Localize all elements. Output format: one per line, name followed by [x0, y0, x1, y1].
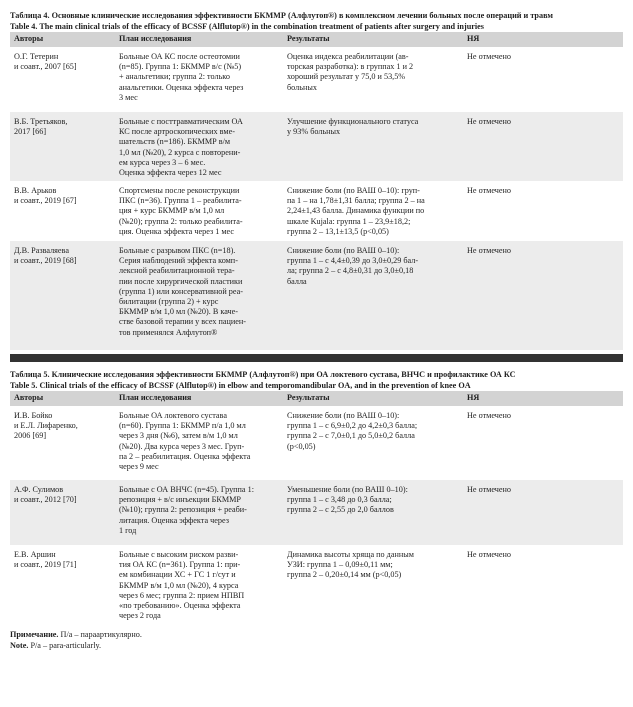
table-row	[10, 241, 623, 350]
cell-line: 2,24±1,43 балла. Динамика функции по	[287, 206, 425, 216]
cell-line: 2006 [69]	[14, 431, 47, 441]
cell-line: Больные с посттравматическим ОА	[119, 117, 243, 126]
table4-header-row	[10, 32, 623, 47]
cell-line: А.Ф. Сулимов	[14, 485, 64, 494]
table4	[10, 32, 623, 350]
cell-line: Снижение боли (по ВАШ 0–10): груп-	[287, 186, 420, 195]
cell-line: Не отмечено	[467, 186, 511, 195]
cell-line: (n=85). Группа 1: БКММР в/с (№5)	[119, 62, 242, 72]
cell-line: УЗИ: группа 1 – 0,09±0,11 мм;	[287, 560, 393, 570]
table-cell-plan	[115, 545, 283, 624]
table-cell-ae	[463, 181, 623, 241]
table-row	[10, 480, 623, 545]
cell-line: Не отмечено	[467, 485, 511, 494]
table5-header-results: Результаты	[283, 391, 463, 406]
cell-line: больных	[287, 82, 317, 92]
cell-line: 1 год	[119, 525, 137, 535]
cell-line: Снижение боли (по ВАШ 0–10):	[287, 411, 400, 420]
table5-header-ae: НЯ	[463, 391, 623, 406]
cell-line: КС после артроскопических вме-	[119, 127, 235, 137]
cell-line: Снижение боли (по ВАШ 0–10):	[287, 246, 400, 255]
table4-caption-en: Table 4. The main clinical trials of the efficacy of BCSSF (Alflutop®) in the combination treatment of patients after surgery and injuries	[10, 21, 484, 31]
table-cell-authors	[10, 47, 115, 112]
cell-line: репозиция + в/с инъекции БКММР	[119, 495, 241, 505]
cell-line: Оценка эффекта через 12 мес	[119, 168, 222, 178]
cell-line: ем курса через 3 – 6 мес.	[119, 157, 206, 167]
cell-line: (p<0,05)	[287, 441, 316, 451]
note-ru-text: П/а – параартикулярно.	[60, 630, 142, 639]
cell-line: Уменьшение боли (по ВАШ 0–10):	[287, 485, 408, 494]
table4-header-plan: План исследования	[115, 32, 283, 47]
table-cell-authors	[10, 112, 115, 181]
cell-line: Больные с ОА ВНЧС (n=45). Группа 1:	[119, 485, 254, 494]
cell-line: Не отмечено	[467, 246, 511, 255]
cell-line: и соавт., 2019 [71]	[14, 560, 77, 570]
cell-line: балла	[287, 276, 307, 286]
table-cell-ae	[463, 47, 623, 112]
cell-line: и соавт., 2012 [70]	[14, 495, 77, 505]
cell-line: через 9 мес	[119, 462, 159, 472]
table-cell-results	[283, 545, 463, 624]
table-cell-plan	[115, 241, 283, 350]
cell-line: Не отмечено	[467, 52, 511, 61]
table-cell-results	[283, 112, 463, 181]
table-cell-results	[283, 181, 463, 241]
table-cell-ae	[463, 545, 623, 624]
table-cell-authors	[10, 545, 115, 624]
cell-line: Не отмечено	[467, 411, 511, 420]
cell-line: шательств (n=186). БКММР в/м	[119, 137, 231, 147]
note-en-label: Note.	[10, 640, 29, 650]
cell-line: па 1 – на 1,78±1,31 балла; группа 2 – на	[287, 196, 425, 206]
cell-line: (№10); группа 2: репозиция + реаби-	[119, 505, 247, 515]
table-cell-ae	[463, 480, 623, 545]
cell-line: Серия наблюдений эффекта комп-	[119, 256, 238, 266]
table-cell-authors	[10, 480, 115, 545]
cell-line: Больные с высоким риском разви-	[119, 550, 239, 559]
cell-line: Больные ОА локтевого сустава	[119, 411, 227, 420]
table-cell-ae	[463, 406, 623, 480]
cell-line: лексной реабилитационной тера-	[119, 266, 235, 276]
cell-line: 3 мес	[119, 92, 138, 102]
cell-line: Оценка индекса реабилитации (ав-	[287, 52, 409, 61]
cell-line: у 93% больных	[287, 127, 341, 137]
cell-line: шкале Kujala: группа 1 – 23,9±18,2;	[287, 216, 411, 226]
table-note	[10, 630, 623, 651]
table4-header-authors: Авторы	[10, 32, 115, 47]
cell-line: (№20); группа 2: только реабилита-	[119, 216, 243, 226]
note-en-text: P/a – para-articularly.	[30, 640, 102, 650]
table-cell-results	[283, 241, 463, 350]
cell-line: пии после хирургической пластики	[119, 276, 243, 286]
cell-line: группа 2 – 13,1±13,5 (p<0,05)	[287, 226, 389, 236]
table-cell-authors	[10, 241, 115, 350]
table-row	[10, 406, 623, 480]
cell-line: О.Г. Тетерин	[14, 52, 59, 61]
cell-line: 2017 [66]	[14, 127, 47, 137]
cell-line: стве базовой терапии у всех пациен-	[119, 317, 247, 327]
cell-line: группа 1 – с 4,4±0,39 до 3,0±0,29 бал-	[287, 256, 419, 266]
cell-line: Спортсмены после реконструкции	[119, 186, 240, 195]
table-cell-plan	[115, 47, 283, 112]
cell-line: + анальгетики; группа 2: только	[119, 72, 230, 82]
cell-line: ем комбинации ХС + ГС 1 г/сут и	[119, 570, 236, 580]
cell-line: и соавт., 2007 [65]	[14, 62, 77, 72]
cell-line: БКММР в/м 1,0 мл (№20). В каче-	[119, 307, 238, 317]
table-cell-authors	[10, 181, 115, 241]
cell-line: (группа 1) или консервативной реа-	[119, 286, 243, 296]
cell-line: через 2 года	[119, 611, 161, 621]
table5	[10, 391, 623, 624]
cell-line: Динамика высоты хряща по данным	[287, 550, 414, 559]
cell-line: группа 2 – с 7,0±0,1 до 5,0±0,2 балла	[287, 431, 415, 441]
cell-line: группа 2 – с 2,55 до 2,0 баллов	[287, 505, 394, 515]
cell-line: группа 2 – 0,20±0,14 мм (p<0,05)	[287, 570, 402, 580]
cell-line: «по требованию». Оценка эффекта	[119, 601, 241, 611]
page	[10, 11, 623, 651]
cell-line: и соавт., 2019 [67]	[14, 196, 77, 206]
table-cell-ae	[463, 112, 623, 181]
cell-line: Не отмечено	[467, 550, 511, 559]
cell-line: (n=60). Группа 1: БКММР п/а 1,0 мл	[119, 421, 246, 431]
cell-line: В.В. Арьков	[14, 186, 57, 195]
table5-header-row	[10, 391, 623, 406]
cell-line: ла; группа 2 – с 4,8±0,31 до 3,0±0,18	[287, 266, 414, 276]
table-cell-plan	[115, 112, 283, 181]
cell-line: торская разработка): в группах 1 и 2	[287, 62, 414, 72]
cell-line: и соавт., 2019 [68]	[14, 256, 77, 266]
cell-line: Е.В. Аршин	[14, 550, 56, 559]
table-cell-plan	[115, 181, 283, 241]
cell-line: ция. Оценка эффекта через 1 мес	[119, 226, 235, 236]
note-en	[10, 641, 623, 652]
cell-line: Больные с разрывом ПКС (n=18).	[119, 246, 236, 255]
table4-header-results: Результаты	[283, 32, 463, 47]
table-row	[10, 545, 623, 624]
table5-caption-ru: Таблица 5. Клинические исследования эффективности БКММР (Алфлутоп®) при ОА локтевого сустава, ВНЧС и профилактике ОА КС	[10, 370, 516, 379]
table5-caption-en: Table 5. Clinical trials of the efficacy of BCSSF (Alflutop®) in elbow and temporomandibular OA, and in the prevention of knee OA	[10, 380, 471, 390]
cell-line: ПКС (n=36). Группа 1 – реабилита-	[119, 196, 242, 206]
cell-line: (№20). Два курса через 3 мес. Груп-	[119, 441, 245, 451]
cell-line: через 3 дня (№6), затем в/м 1,0 мл	[119, 431, 238, 441]
table-row	[10, 181, 623, 241]
table-cell-results	[283, 47, 463, 112]
cell-line: группа 1 – с 3,48 до 0,3 балла;	[287, 495, 392, 505]
cell-line: литация. Оценка эффекта через	[119, 515, 229, 525]
cell-line: Д.В. Разваляева	[14, 246, 69, 255]
cell-line: группа 1 – с 6,9±0,2 до 4,2±0,3 балла;	[287, 421, 418, 431]
cell-line: В.Б. Третьяков,	[14, 117, 68, 126]
cell-line: через 6 мес; группа 2: прием НПВП	[119, 590, 245, 600]
cell-line: анальгетики. Оценка эффекта через	[119, 82, 244, 92]
cell-line: хороший результат у 75,0 и 53,5%	[287, 72, 406, 82]
table4-caption-ru: Таблица 4. Основные клинические исследования эффективности БКММР (Алфлутоп®) в комплексном лечении больных после операций и травм	[10, 11, 553, 20]
note-ru	[10, 630, 623, 641]
cell-line: 1,0 мл (№20), 2 курса с повторени-	[119, 147, 241, 157]
table-cell-ae	[463, 241, 623, 350]
cell-line: тов применялся Алфлутоп®	[119, 327, 218, 337]
table-row	[10, 112, 623, 181]
table-cell-plan	[115, 480, 283, 545]
cell-line: Больные ОА КС после остеотомии	[119, 52, 240, 61]
cell-line: Улучшение функционального статуса	[287, 117, 419, 126]
cell-line: и Е.Л. Лифаренко,	[14, 421, 78, 431]
table-cell-results	[283, 480, 463, 545]
table-cell-results	[283, 406, 463, 480]
note-ru-label: Примечание.	[10, 630, 59, 639]
table4-header-ae: НЯ	[463, 32, 623, 47]
table5-header-authors: Авторы	[10, 391, 115, 406]
cell-line: БКММР в/м 1,0 мл (№20), 4 курса	[119, 580, 239, 590]
cell-line: тия ОА КС (n=361). Группа 1: при-	[119, 560, 241, 570]
section-divider-band	[10, 354, 623, 362]
cell-line: Не отмечено	[467, 117, 511, 126]
table5-header-plan: План исследования	[115, 391, 283, 406]
table-cell-authors	[10, 406, 115, 480]
cell-line: билитации (группа 2) + курс	[119, 297, 219, 307]
table-row	[10, 47, 623, 112]
cell-line: И.В. Бойко	[14, 411, 53, 420]
cell-line: ция + курс БКММР в/м 1,0 мл	[119, 206, 225, 216]
cell-line: па 2 – реабилитация. Оценка эффекта	[119, 451, 251, 461]
table-cell-plan	[115, 406, 283, 480]
